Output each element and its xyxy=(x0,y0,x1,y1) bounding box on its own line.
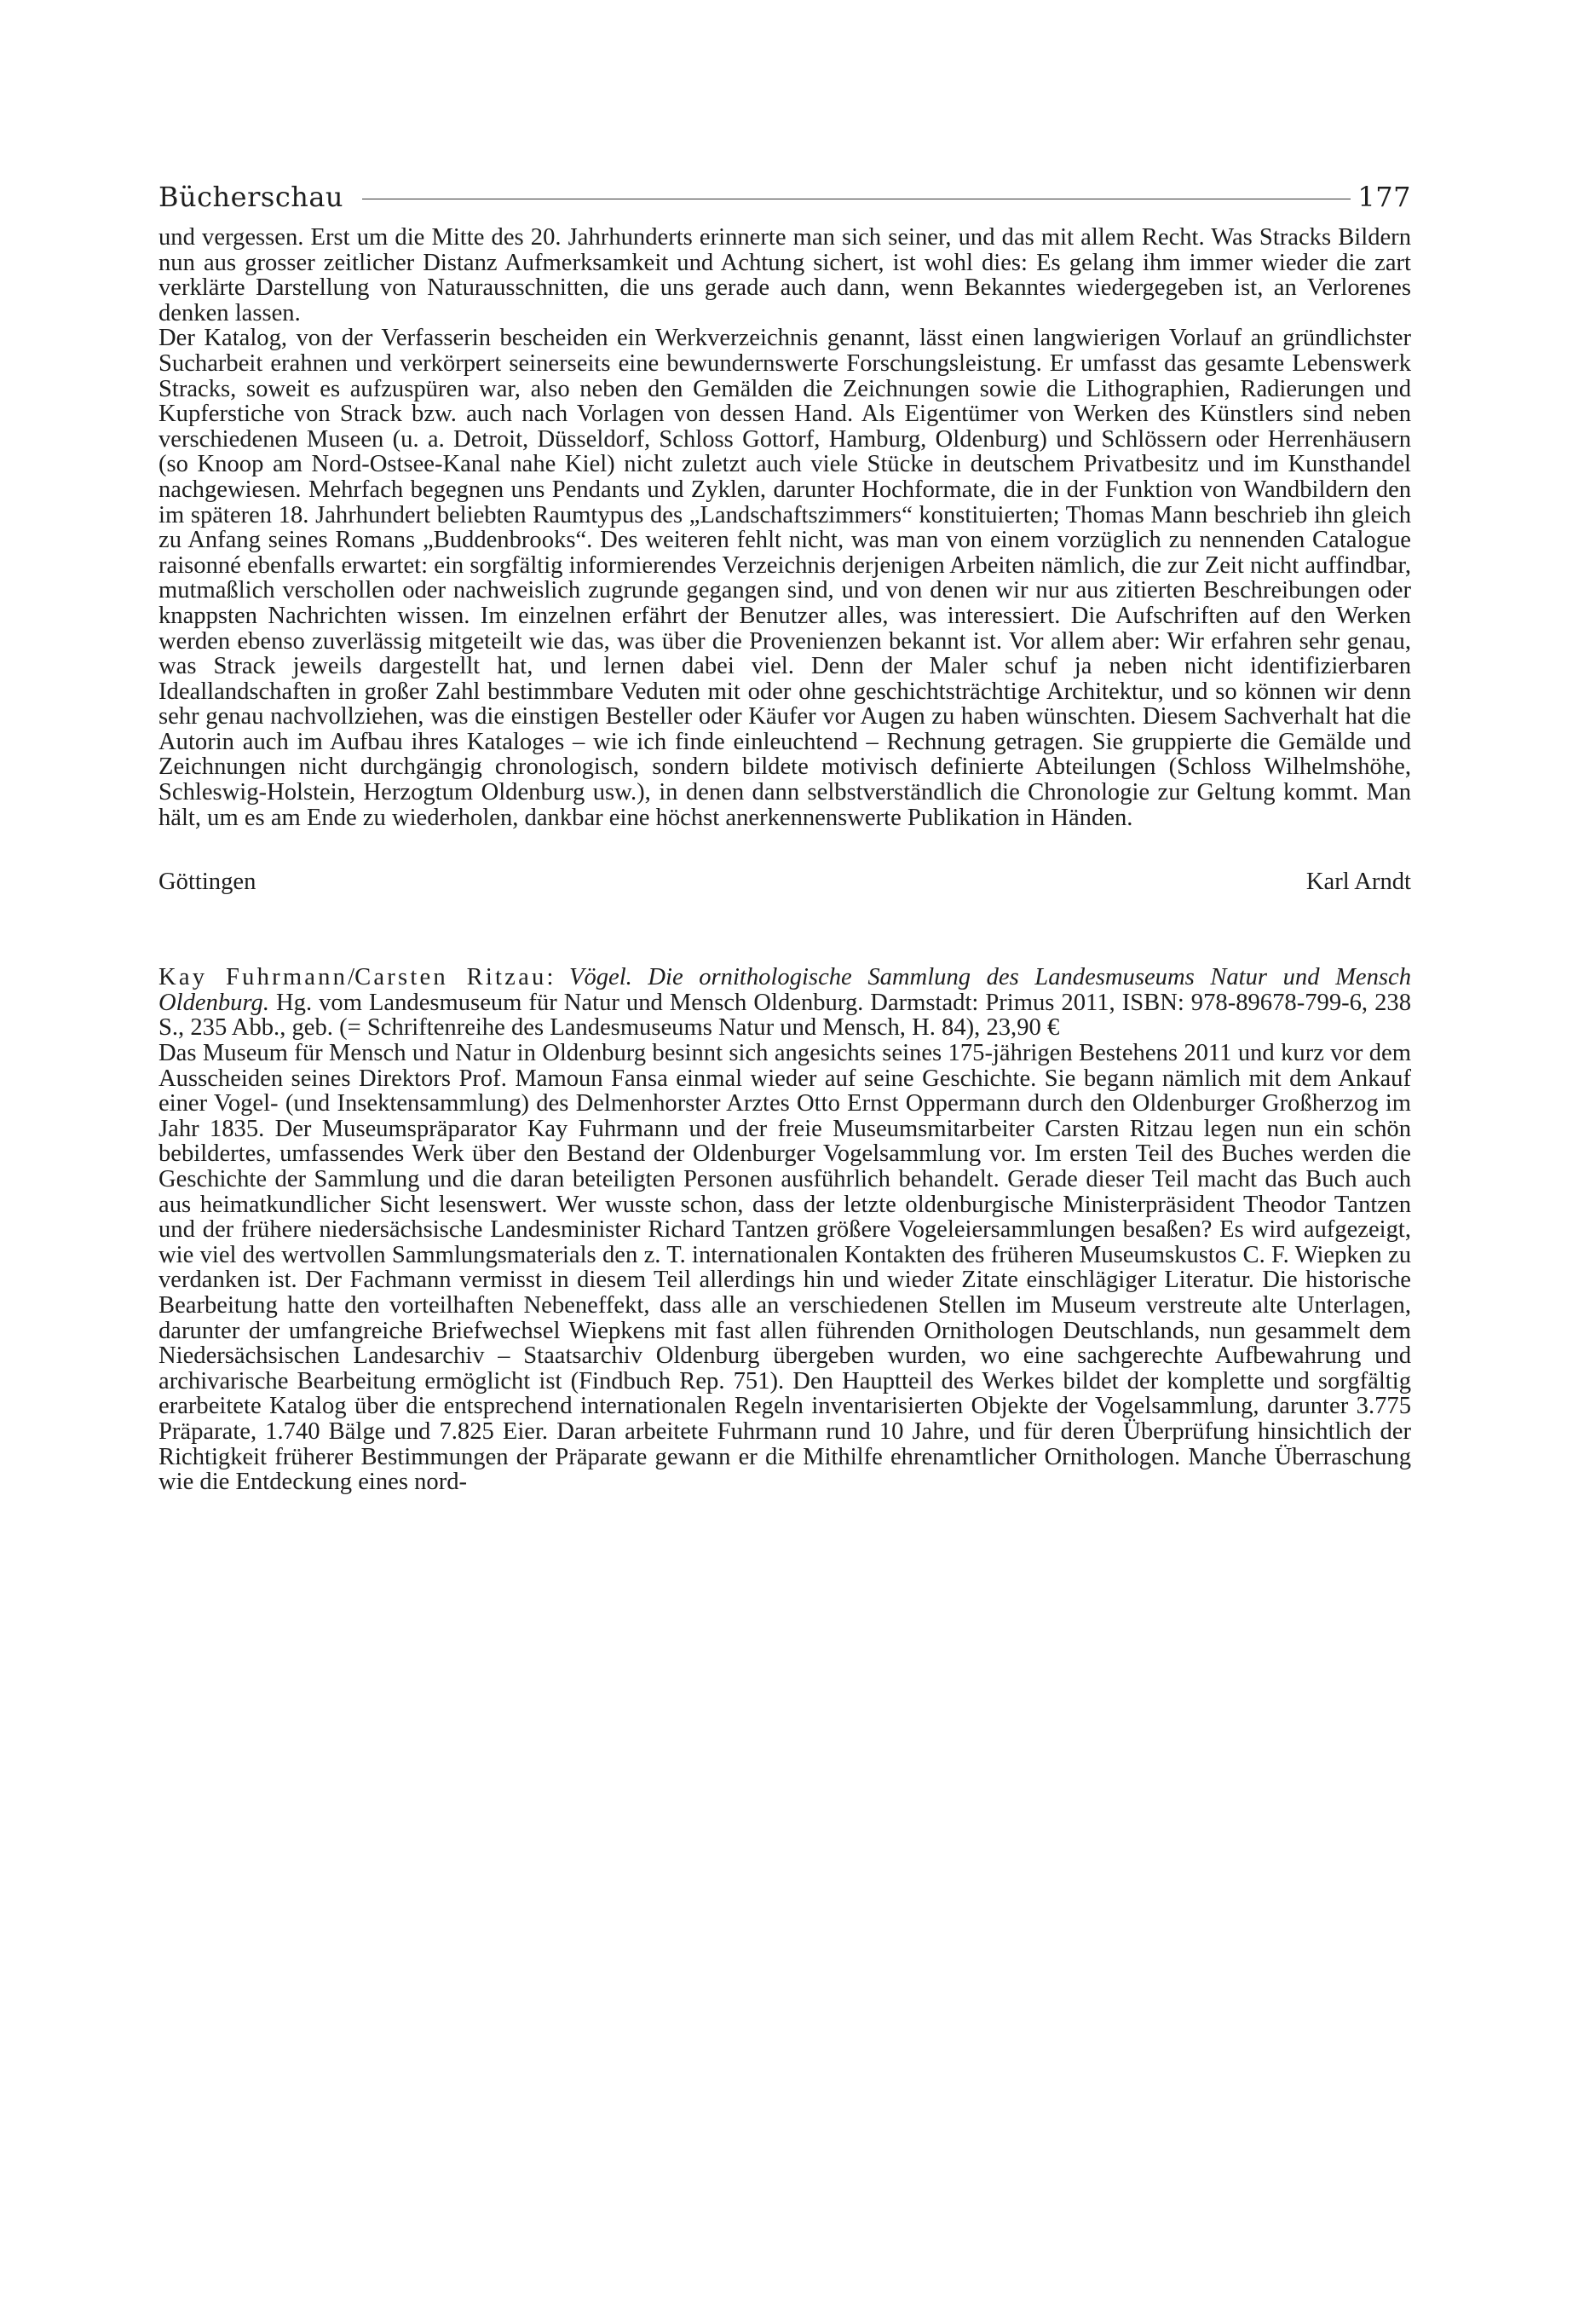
review-signature xyxy=(158,869,1411,895)
review-karl-arndt xyxy=(158,225,1411,830)
signature-place: Göttingen xyxy=(158,869,256,896)
paragraph: und vergessen. Erst um die Mitte des 20. Jahrhunderts erinnerte man sich seiner, und das mit allem Recht. Was Stracks Bildern nun aus grosser zeitlicher Distanz Aufmerksamkeit und Achtung sichert, ist wohl dies: Es gelang ihm immer wieder die zart verklärte Darstellung von Naturausschnitten, die uns gerade auch dann, wenn Bekanntes wiedergegeben ist, an Verlorenes denken lassen. xyxy=(158,224,1411,326)
paragraph: Das Museum für Mensch und Natur in Oldenburg besinnt sich angesichts seines 175-jährigen Bestehens 2011 und kurz vor dem Ausscheiden seines Direktors Prof. Mamoun Fansa einmal wieder auf seine Geschichte. Sie begann nämlich mit dem Ankauf einer Vogel- (und Insektensammlung) des Delmenhorster Arztes Otto Ernst Oppermann durch den Oldenburger Großherzog im Jahr 1835. Der Museumspräparator Kay Fuhrmann und der freie Museumsmitarbeiter Carsten Ritzau legen nun ein schön bebildertes, umfassendes Werk über den Bestand der Oldenburger Vogelsammlung vor. Im ersten Teil des Buches werden die Geschichte der Sammlung und die daran beteiligten Personen ausführlich behandelt. Gerade dieser Teil macht das Buch auch aus heimatkundlicher Sicht lesenswert. Wer wusste schon, dass der letzte oldenburgische Ministerpräsident Theodor Tantzen und der frühere niedersächsische Landesminister Richard Tantzen größere Vogeleiersammlungen besaßen? Es wird aufgezeigt, wie viel des wertvollen Sammlungsmaterials den z. T. internationalen Kontakten des früheren Museumskustos C. F. Wiepken zu verdanken ist. Der Fachmann vermisst in diesem Teil allerdings hin und wieder Zitate einschlägiger Literatur. Die historische Bearbeitung hatte den vorteilhaften Nebeneffekt, dass alle an verschiedenen Stellen im Museum verstreute alte Unterlagen, darunter der umfangreiche Briefwechsel Wiepkens mit fast allen führenden Ornithologen Deutschlands, nun gesammelt dem Niedersächsischen Landesarchiv – Staatsarchiv Oldenburg übergeben wurden, wo eine sachgerechte Aufbewahrung und archivarische Bearbeitung ermöglicht ist (Findbuch Rep. 751). Den Hauptteil des Werkes bildet der komplette und sorgfältig erarbeitete Katalog über die entsprechend internationalen Regeln inventarisierten Objekte der Vogelsammlung, darunter 3.775 Präparate, 1.740 Bälge und 7.825 Eier. Daran arbeitete Fuhrmann rund 10 Jahre, und für deren Überprüfung hinsichtlich der Richtigkeit früherer Bestimmungen der Präparate gewann er die Mithilfe ehrenamtlicher Ornithologen. Manche Überraschung wie die Entdeckung eines nord- xyxy=(158,1040,1411,1496)
page-number: 177 xyxy=(1357,181,1411,213)
paragraph: Der Katalog, von der Verfasserin bescheiden ein Werkverzeichnis genannt, lässt einen langwierigen Vorlauf an gründlichster Sucharbeit erahnen und verkörpert seinerseits eine bewundernswerte Forschungsleistung. Er umfasst das gesamte Lebenswerk Stracks, soweit es aufzuspüren war, also neben den Gemälden die Zeichnungen sowie die Lithographien, Radierungen und Kupferstiche von Strack bzw. auch nach Vorlagen von dessen Hand. Als Eigentümer von Werken des Künstlers sind neben verschiedenen Museen (u. a. Detroit, Düsseldorf, Schloss Gottorf, Hamburg, Oldenburg) und Schlössern oder Herrenhäusern (so Knoop am Nord-Ostsee-Kanal nahe Kiel) nicht zuletzt auch viele Stücke in deutschem Privatbesitz und im Kunsthandel nachgewiesen. Mehrfach begegnen uns Pendants und Zyklen, darunter Hochformate, die in der Funktion von Wandbildern den im späteren 18. Jahrhundert beliebten Raumtypus des „Landschaftszimmers“ konstituierten; Thomas Mann beschrieb ihn gleich zu Anfang seines Romans „Buddenbrooks“. Des weiteren fehlt nicht, was man von einem vorzüglich zu nennenden Catalogue raisonné ebenfalls erwartet: ein sorgfältig informierendes Verzeichnis derjenigen Arbeiten nämlich, die zur Zeit nicht auffindbar, mutmaßlich verschollen oder nachweislich zugrunde gegangen sind, und von denen wir nur aus zitierten Beschreibungen oder knappsten Nachrichten wissen. Im einzelnen erfährt der Benutzer alles, was interessiert. Die Aufschriften auf den Werken werden ebenso zuverlässig mitgeteilt wie das, was über die Provenienzen bekannt ist. Vor allem aber: Wir erfahren sehr genau, was Strack jeweils dargestellt hat, und lernen dabei viel. Denn der Maler schuf ja neben nicht identifizierbaren Ideallandschaften in großer Zahl bestimmbare Veduten mit oder ohne geschichtsträchtige Architektur, und so können wir denn sehr genau nachvollziehen, was die einstigen Besteller oder Käufer vor Augen zu haben wünschten. Diesem Sachverhalt hat die Autorin auch im Aufbau ihres Kataloges – wie ich finde einleuchtend – Rechnung getragen. Sie gruppierte die Gemälde und Zeichnungen nicht durchgängig chronologisch, sondern bildete motivisch definierte Abteilungen (Schloss Wilhelmshöhe, Schleswig-Holstein, Herzogtum Oldenburg usw.), in denen dann selbstverständlich die Chronologie zur Geltung kommt. Man hält, um es am Ende zu wiederholen, dankbar eine höchst anerkennenswerte Publikation in Händen. xyxy=(158,325,1411,831)
book-title: Vögel. Die ornithologische Sammlung des Landesmuseums Natur und Mensch Oldenburg. xyxy=(158,964,1412,1016)
bibliographic-entry xyxy=(158,965,1411,1041)
book-author: Kay Fuhrmann xyxy=(158,964,349,991)
signature-author: Karl Arndt xyxy=(1305,869,1411,896)
review-vogel-sammlung xyxy=(158,965,1411,1494)
running-header xyxy=(158,169,1411,225)
author-separator: / xyxy=(348,964,355,991)
book-coauthor: Carsten Ritzau xyxy=(354,964,547,991)
entry-colon: : xyxy=(546,964,569,991)
section-title: Bücherschau xyxy=(158,181,344,213)
document-page xyxy=(158,169,1411,1495)
book-details: Hg. vom Landesmuseum für Natur und Mensch Oldenburg. Darmstadt: Primus 2011, ISBN: 978-89678-799-6, 238 S., 235 Abb., geb. (= Schriftenreihe des Landesmuseums Natur und Mensch, H. 84), 23,90 € xyxy=(158,989,1411,1042)
